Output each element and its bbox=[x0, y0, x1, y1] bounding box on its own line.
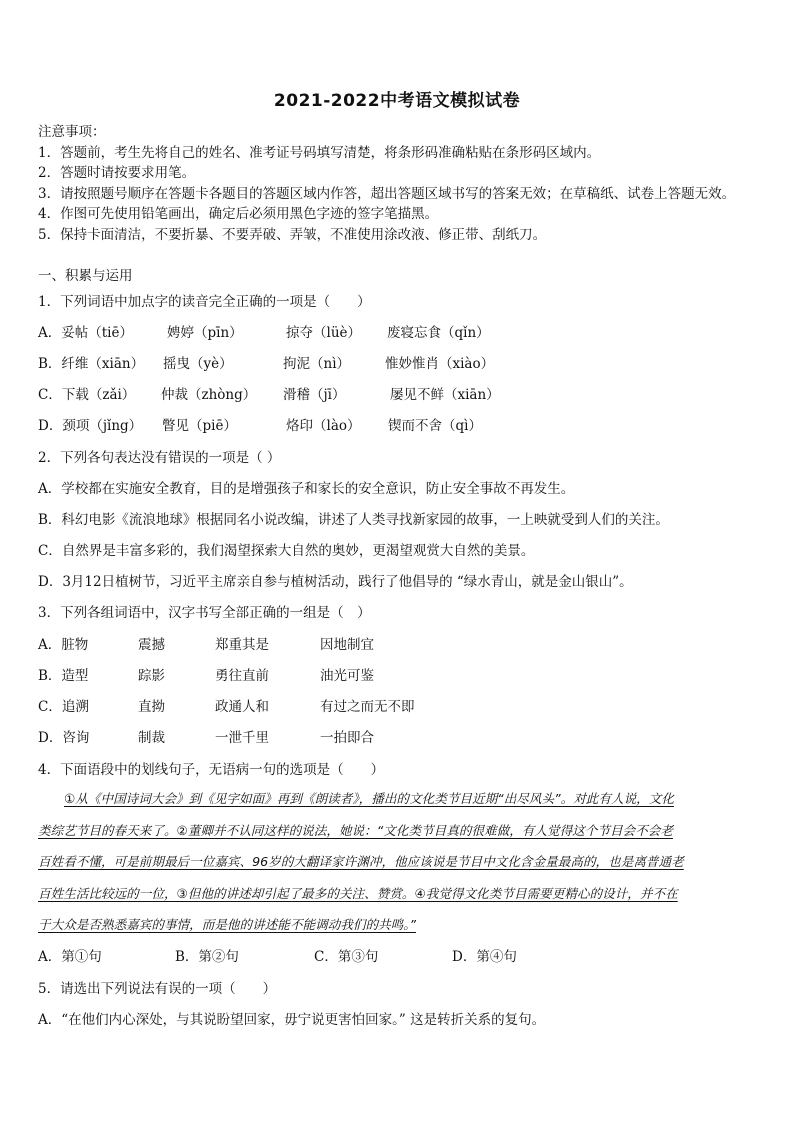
q1-option-cell: C．下载（zǎi） bbox=[38, 387, 136, 403]
question-2-stem: 2．下列各句表达没有错误的一项是（ ） bbox=[38, 450, 281, 466]
question-3-stem: 3．下列各组词语中，汉字书写全部正确的一组是（ ） bbox=[38, 605, 371, 621]
q3-option-cell: A．脏物 bbox=[38, 637, 89, 653]
q3-option-cell: 一拍即合 bbox=[320, 730, 374, 746]
q3-option-cell: B．造型 bbox=[38, 668, 89, 684]
notice-item: 5．保持卡面清洁，不要折暴、不要弄破、弄皱，不准使用涂改液、修正带、刮纸刀。 bbox=[38, 227, 547, 243]
q1-option-cell: D．颈项（jǐng） bbox=[38, 418, 143, 434]
q2-option: D．3月12日植树节，习近平主席亲自参与植树活动，践行了他倡导的 “绿水青山，就是金山银山”。 bbox=[38, 574, 633, 590]
q4-answer: D．第④句 bbox=[452, 949, 517, 965]
question-5-stem: 5．请选出下列说法有误的一项（ ） bbox=[38, 981, 277, 997]
q1-option-cell: 娉婷（pīn） bbox=[167, 325, 243, 341]
q1-option-cell: 摇曳（yè） bbox=[163, 356, 233, 372]
q3-option-cell: 郑重其是 bbox=[215, 637, 269, 653]
q3-option-cell: 勇往直前 bbox=[215, 668, 269, 684]
q1-option-cell: 仲裁（zhòng） bbox=[161, 387, 257, 403]
q2-option: A．学校都在实施安全教育，目的是增强孩子和家长的安全意识，防止安全事故不再发生。 bbox=[38, 481, 575, 497]
q4-passage bbox=[38, 789, 758, 947]
q3-option-cell: 有过之而无不即 bbox=[320, 699, 415, 715]
q3-option-cell: 踪影 bbox=[138, 668, 165, 684]
notice-item: 4．作图可先使用铅笔画出，确定后必须用黑色字迹的签字笔描黑。 bbox=[38, 206, 439, 222]
q2-option: C．自然界是丰富多彩的，我们渴望探索大自然的奥妙，更渴望观赏大自然的美景。 bbox=[38, 543, 535, 559]
q1-option-cell: 瞥见（piē） bbox=[162, 418, 237, 434]
q1-option-cell: 烙印（lào） bbox=[286, 418, 361, 434]
q3-option-cell: C．追溯 bbox=[38, 699, 89, 715]
exam-title: 2021-2022中考语文模拟试卷 bbox=[273, 91, 521, 111]
q3-option-cell: 油光可鉴 bbox=[320, 668, 374, 684]
notice-item: 1．答题前，考生先将自己的姓名、准考证号码填写清楚，将条形码准确粘贴在条形码区域内。 bbox=[38, 145, 601, 161]
q1-option-cell: 惟妙惟肖（xiào） bbox=[385, 356, 495, 372]
q1-option-cell: 拘泥（nì） bbox=[283, 356, 351, 372]
q1-option-cell: 掠夺（lüè） bbox=[286, 325, 362, 341]
q3-option-cell: 制裁 bbox=[138, 730, 165, 746]
q3-option-cell: 一泄千里 bbox=[215, 730, 269, 746]
notice-item: 2．答题时请按要求用笔。 bbox=[38, 165, 196, 181]
q3-option-cell: 直拗 bbox=[138, 699, 165, 715]
q3-option-cell: 政通人和 bbox=[215, 699, 269, 715]
q2-option: B．科幻电影《流浪地球》根据同名小说改编，讲述了人类寻找新家园的故事，一上映就受到人们的关注。 bbox=[38, 512, 669, 528]
q4-answer: C．第③句 bbox=[314, 949, 379, 965]
passage-line: 百姓生活比较远的一位，③但他的讲述却引起了最多的关注、赞赏。④我觉得文化类节目需要更精心的设计，并不在 bbox=[38, 885, 678, 901]
passage-line: 于大众是否熟悉嘉宾的事情，而是他的讲述能不能调动我们的共鸣。” bbox=[38, 917, 417, 932]
q4-answer: B．第②句 bbox=[175, 949, 239, 965]
question-4-stem: 4．下面语段中的划线句子，无语病一句的选项是（ ） bbox=[38, 762, 385, 778]
q1-option-cell: 滑稽（jī） bbox=[283, 387, 346, 403]
passage-line: 百姓看不懂，可是前期最后一位嘉宾、96岁的大翻译家许渊冲，他应该说是节目中文化含金量最高的，也是离普通老 bbox=[38, 854, 684, 869]
q3-option-cell: D．咨询 bbox=[38, 730, 90, 746]
notice-item: 3．请按照题号顺序在答题卡各题目的答题区域内作答，超出答题区域书写的答案无效；在草稿纸、试卷上答题无效。 bbox=[38, 186, 736, 202]
q1-option-cell: A．妥帖（tiē） bbox=[38, 325, 133, 341]
section-heading: 一、积累与运用 bbox=[38, 268, 133, 284]
passage-line: 类综艺节目的春天来了。②董卿并不认同这样的说法，她说：“文化类节目真的很难做，有人觉得这个节目会不会老 bbox=[38, 822, 673, 838]
q1-option-cell: 锲而不舍（qì） bbox=[388, 418, 482, 434]
q3-option-cell: 因地制宜 bbox=[320, 637, 374, 653]
q1-option-cell: 屡见不鲜（xiān） bbox=[390, 387, 500, 403]
question-1-stem: 1．下列词语中加点字的读音完全正确的一项是（ ） bbox=[38, 294, 371, 310]
notice-heading: 注意事项： bbox=[38, 124, 106, 140]
passage-line: ①从《中国诗词大会》到《见字如面》再到《朗读者》，播出的文化类节目近期“出尽风头”。对此有人说，文化 bbox=[64, 791, 674, 806]
q3-option-cell: 震撼 bbox=[138, 637, 165, 653]
q5-option: A．“在他们内心深处，与其说盼望回家，毋宁说更害怕回家。” 这是转折关系的复句。 bbox=[38, 1012, 546, 1028]
q1-option-cell: B．纤维（xiān） bbox=[38, 356, 145, 372]
q1-option-cell: 废寝忘食（qǐn） bbox=[387, 325, 490, 341]
q4-answer: A．第①句 bbox=[38, 949, 102, 965]
